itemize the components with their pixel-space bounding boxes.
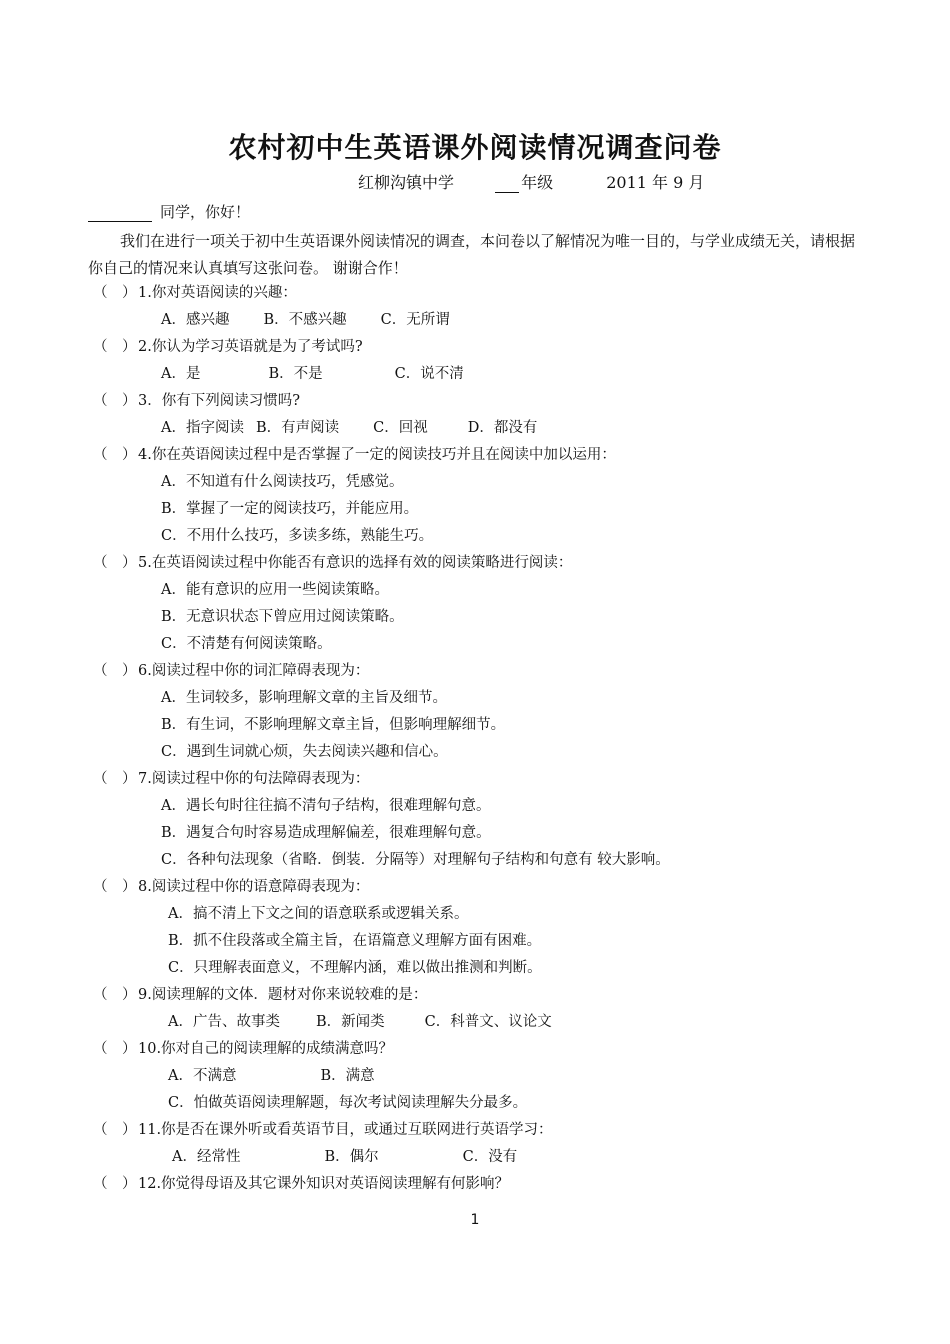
greeting-text: 同学，你好！ bbox=[160, 203, 251, 221]
option-item[interactable]: A．遇长句时往往搞不清句子结构，很难理解句意。 bbox=[161, 798, 491, 814]
option-item[interactable]: A．广告、故事类 bbox=[168, 1014, 280, 1030]
question-text: 1.你对英语阅读的兴趣： bbox=[138, 285, 297, 301]
name-blank[interactable] bbox=[88, 207, 152, 222]
question-row bbox=[93, 1171, 893, 1198]
option-item[interactable]: D．都没有 bbox=[467, 420, 538, 436]
option-item[interactable]: B．偶尔 bbox=[324, 1149, 379, 1165]
option-item[interactable]: A．不知道有什么阅读技巧，凭感觉。 bbox=[161, 474, 404, 490]
options-row bbox=[93, 1144, 893, 1171]
answer-blank[interactable]: （ ） bbox=[93, 987, 137, 1003]
survey-date: 2011 年 9 月 bbox=[606, 173, 705, 192]
school-name: 红柳沟镇中学 bbox=[358, 173, 455, 192]
answer-blank[interactable]: （ ） bbox=[93, 879, 137, 895]
question-text: 6.阅读过程中你的词汇障碍表现为： bbox=[138, 663, 370, 679]
option-item[interactable]: B．新闻类 bbox=[315, 1014, 385, 1030]
question-row bbox=[93, 1117, 893, 1144]
question-text: 7.阅读过程中你的句法障碍表现为： bbox=[138, 771, 370, 787]
options-row bbox=[93, 1063, 893, 1090]
option-item[interactable]: C．不清楚有何阅读策略。 bbox=[161, 636, 332, 652]
subtitle-line bbox=[358, 170, 704, 193]
option-item[interactable]: B．满意 bbox=[320, 1068, 375, 1084]
grade-blank[interactable] bbox=[495, 178, 519, 193]
grade-label: 年级 bbox=[521, 173, 554, 192]
option-item[interactable]: B．有声阅读 bbox=[255, 420, 340, 436]
question-text: 10.你对自己的阅读理解的成绩满意吗？ bbox=[138, 1041, 394, 1057]
question-row bbox=[93, 658, 893, 685]
question-text: 5.在英语阅读过程中你能否有意识的选择有效的阅读策略进行阅读： bbox=[138, 555, 573, 571]
question-text: 9.阅读理解的文体．题材对你来说较难的是： bbox=[138, 987, 428, 1003]
option-item[interactable]: C．无所谓 bbox=[380, 312, 450, 328]
options-row bbox=[93, 415, 893, 442]
option-item[interactable]: C．没有 bbox=[462, 1149, 518, 1165]
option-item[interactable]: B．抓不住段落或全篇主旨，在语篇意义理解方面有困难。 bbox=[168, 933, 542, 949]
question-row bbox=[93, 280, 893, 307]
option-item[interactable]: A．生词较多，影响理解文章的主旨及细节。 bbox=[161, 690, 447, 706]
answer-blank[interactable]: （ ） bbox=[93, 1122, 137, 1138]
option-item[interactable]: A．感兴趣 bbox=[161, 312, 230, 328]
option-item[interactable]: C．各种句法现象（省略．倒装．分隔等）对理解句子结构和句意有 较大影响。 bbox=[161, 852, 670, 868]
option-item[interactable]: C．科普文、议论文 bbox=[424, 1014, 552, 1030]
answer-blank[interactable]: （ ） bbox=[93, 393, 137, 409]
option-item[interactable]: B．遇复合句时容易造成理解偏差，很难理解句意。 bbox=[161, 825, 491, 841]
question-text: 2.你认为学习英语就是为了考试吗? bbox=[138, 339, 363, 355]
question-text: 4.你在英语阅读过程中是否掌握了一定的阅读技巧并且在阅读中加以运用： bbox=[138, 447, 616, 463]
options-row bbox=[93, 1009, 893, 1036]
options-row bbox=[93, 361, 893, 388]
question-row bbox=[93, 1036, 893, 1063]
page-number: 1 bbox=[470, 1212, 480, 1228]
answer-blank[interactable]: （ ） bbox=[93, 663, 137, 679]
question-row bbox=[93, 442, 893, 469]
option-item[interactable]: B．掌握了一定的阅读技巧，并能应用。 bbox=[161, 501, 419, 517]
option-item[interactable]: C．回视 bbox=[373, 420, 428, 436]
intro-paragraph: 我们在进行一项关于初中生英语课外阅读情况的调查，本问卷以了解情况为唯一目的，与学业成绩无关，请根据你自己的情况来认真填写这张问卷。 谢谢合作！ bbox=[88, 232, 856, 277]
question-text: 12.你觉得母语及其它课外知识对英语阅读理解有何影响？ bbox=[138, 1176, 510, 1192]
option-item[interactable]: C．只理解表面意义，不理解内涵，难以做出推测和判断。 bbox=[168, 960, 542, 976]
answer-blank[interactable]: （ ） bbox=[93, 285, 137, 301]
question-row bbox=[93, 550, 893, 577]
option-item[interactable]: B．有生词，不影响理解文章主旨，但影响理解细节。 bbox=[161, 717, 506, 733]
question-list bbox=[93, 280, 893, 1198]
option-item[interactable]: C．说不清 bbox=[394, 366, 464, 382]
option-item[interactable]: B．不是 bbox=[268, 366, 323, 382]
option-item[interactable]: C．怕做英语阅读理解题，每次考试阅读理解失分最多。 bbox=[168, 1095, 528, 1111]
answer-blank[interactable]: （ ） bbox=[93, 447, 137, 463]
question-row bbox=[93, 388, 893, 415]
option-item[interactable]: A．不满意 bbox=[168, 1068, 237, 1084]
question-row bbox=[93, 874, 893, 901]
option-item[interactable]: C．遇到生词就心烦，失去阅读兴趣和信心。 bbox=[161, 744, 448, 760]
answer-blank[interactable]: （ ） bbox=[93, 555, 137, 571]
answer-blank[interactable]: （ ） bbox=[93, 1176, 137, 1192]
option-item[interactable]: A．能有意识的应用一些阅读策略。 bbox=[161, 582, 389, 598]
option-item[interactable]: B．不感兴趣 bbox=[263, 312, 347, 328]
options-row bbox=[93, 307, 893, 334]
option-item[interactable]: A．是 bbox=[161, 366, 201, 382]
option-item[interactable]: B．无意识状态下曾应用过阅读策略。 bbox=[161, 609, 404, 625]
option-item[interactable]: A．搞不清上下文之间的语意联系或逻辑关系。 bbox=[168, 906, 469, 922]
greeting-line bbox=[88, 201, 250, 222]
answer-blank[interactable]: （ ） bbox=[93, 339, 137, 355]
answer-blank[interactable]: （ ） bbox=[93, 771, 137, 787]
question-row bbox=[93, 982, 893, 1009]
option-item[interactable]: A．指字阅读 bbox=[161, 420, 244, 436]
question-row bbox=[93, 334, 893, 361]
option-item[interactable]: C．不用什么技巧，多读多练，熟能生巧。 bbox=[161, 528, 434, 544]
option-item[interactable]: A．经常性 bbox=[172, 1149, 241, 1165]
question-text: 3．你有下列阅读习惯吗? bbox=[138, 393, 300, 409]
question-text: 11.你是否在课外听或看英语节目，或通过互联网进行英语学习： bbox=[138, 1122, 553, 1138]
question-row bbox=[93, 766, 893, 793]
answer-blank[interactable]: （ ） bbox=[93, 1041, 137, 1057]
page-title: 农村初中生英语课外阅读情况调查问卷 bbox=[228, 131, 722, 164]
question-text: 8.阅读过程中你的语意障碍表现为： bbox=[138, 879, 370, 895]
